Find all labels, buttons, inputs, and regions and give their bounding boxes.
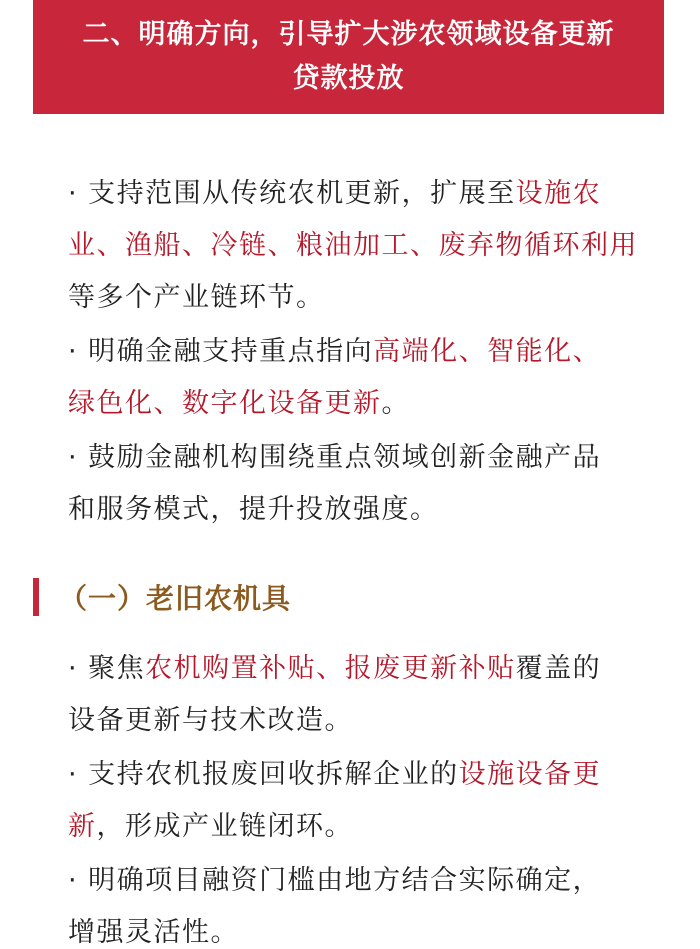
highlight-text: 新 bbox=[68, 811, 97, 842]
bullet-list-1 bbox=[68, 168, 668, 536]
bullet-text: 增强灵活性。 bbox=[68, 917, 239, 948]
bullet-text: 和服务模式，提升投放强度。 bbox=[68, 494, 439, 525]
bullet-text: · 聚焦 bbox=[68, 653, 146, 684]
section-title-line-2: 贷款投放 bbox=[292, 63, 405, 94]
bullet-text: 。 bbox=[381, 388, 410, 419]
highlight-text: 设施农 bbox=[515, 178, 602, 209]
bullet-text: ，形成产业链闭环。 bbox=[96, 811, 353, 842]
bullet-item-recycling bbox=[68, 749, 668, 853]
bullet-item-scope bbox=[68, 168, 668, 324]
highlight-text: 设施设备更 bbox=[458, 759, 602, 790]
bullet-text: · 明确金融支持重点指向 bbox=[68, 336, 374, 367]
highlight-text: 绿色化、数字化设备更新 bbox=[68, 388, 382, 419]
section-title-line-1: 二、明确方向，引导扩大涉农领域设备更新 bbox=[82, 19, 615, 50]
subheading-accent-bar bbox=[33, 578, 39, 616]
bullet-text: · 鼓励金融机构围绕重点领域创新金融产品 bbox=[68, 442, 602, 473]
bullet-list-2 bbox=[68, 643, 668, 949]
bullet-text: 设备更新与技术改造。 bbox=[68, 705, 353, 736]
section-title-banner bbox=[33, 0, 664, 114]
bullet-text: · 明确项目融资门槛由地方结合实际确定， bbox=[68, 865, 602, 896]
bullet-item-focus bbox=[68, 326, 668, 430]
subheading bbox=[33, 578, 291, 616]
bullet-text: 等多个产业链环节。 bbox=[68, 282, 325, 313]
bullet-text: · 支持范围从传统农机更新，扩展至 bbox=[68, 178, 516, 209]
bullet-item-encourage bbox=[68, 432, 668, 536]
bullet-text: 覆盖的 bbox=[515, 653, 602, 684]
bullet-item-subsidy bbox=[68, 643, 668, 747]
highlight-text: 高端化、智能化、 bbox=[373, 336, 602, 367]
highlight-text: 农机购置补贴、报废更新补贴 bbox=[145, 653, 516, 684]
highlight-text: 业、渔船、冷链、粮油加工、废弃物循环利用 bbox=[68, 230, 638, 261]
bullet-item-threshold bbox=[68, 855, 668, 949]
subheading-text: （一）老旧农机具 bbox=[59, 582, 292, 615]
bullet-text: · 支持农机报废回收拆解企业的 bbox=[68, 759, 459, 790]
